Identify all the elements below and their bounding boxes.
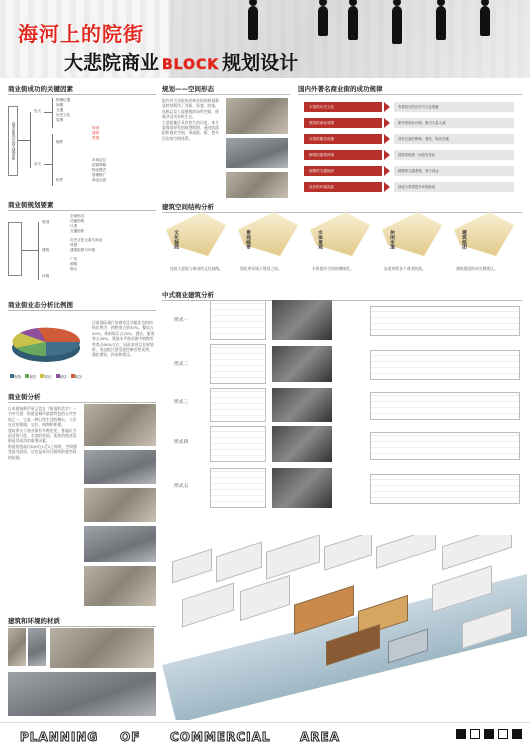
structure-caption: 连接大悲院与海河的文化轴线。 bbox=[170, 266, 224, 271]
spatial-photo bbox=[226, 172, 288, 198]
form-plan-sketch bbox=[210, 426, 266, 462]
section-heading-success-rules: 国内外著名商业街的成功规律 bbox=[298, 84, 522, 95]
tree-node-environment: 环境 bbox=[42, 274, 50, 278]
element-item: 尺度 bbox=[70, 224, 78, 228]
footer-word: AREA bbox=[300, 730, 341, 744]
arrow-icon bbox=[384, 166, 390, 176]
structure-label: 水体景观 bbox=[317, 230, 322, 250]
structure-label: 景观绿带 bbox=[245, 230, 250, 250]
element-item: 功能结构 bbox=[70, 219, 85, 223]
factor-item: 招商策略 bbox=[92, 163, 107, 167]
section-heading-structure-analysis: 建筑空间结构分析 bbox=[162, 202, 522, 213]
element-item: 风格 bbox=[70, 243, 78, 247]
rule-desc: 有着悠久的历史与文化底蕴 bbox=[394, 102, 514, 112]
factor-item: 市场定位 bbox=[92, 158, 107, 162]
structure-caption: 建筑组团形成完整街区。 bbox=[456, 266, 498, 271]
person-silhouette-icon bbox=[348, 6, 358, 40]
form-elevation-sketch bbox=[370, 474, 520, 504]
street-photo bbox=[84, 566, 156, 606]
structure-label: 文化轴线 bbox=[173, 230, 178, 250]
form-elevation-sketch bbox=[370, 432, 520, 460]
building-block bbox=[216, 542, 262, 583]
footer-square bbox=[512, 729, 522, 739]
form-label: 形式一 bbox=[174, 318, 189, 323]
hardware-factor-list bbox=[92, 126, 99, 141]
factor-item: 建筑 bbox=[92, 131, 100, 135]
software-factor-list bbox=[92, 158, 106, 183]
section-heading-materials: 建筑和环境的材质 bbox=[8, 616, 156, 627]
structure-caption: 水景提升空间的趣味性。 bbox=[312, 266, 354, 271]
material-swatch bbox=[8, 628, 26, 666]
structure-caption: 绿化带穿插于建筑之间。 bbox=[240, 266, 282, 271]
factor-item: 物业模式 bbox=[92, 168, 107, 172]
section-heading-chinese-architecture: 中式商业建筑分析 bbox=[162, 290, 522, 301]
person-silhouette-icon bbox=[480, 6, 490, 36]
rule-name: 完善的服务设施 bbox=[304, 134, 382, 144]
rule-desc: 绿化与景观提升环境品质 bbox=[394, 182, 514, 192]
business-ratio-pie-chart bbox=[8, 318, 88, 370]
tree-node-architecture: 建筑 bbox=[42, 248, 50, 252]
street-photo bbox=[84, 526, 156, 562]
page-title: 海河上的院街 bbox=[18, 22, 144, 46]
section-heading-spatial-form: 规划——空间形态 bbox=[162, 84, 290, 95]
innate-factor-list bbox=[56, 98, 70, 123]
rule-name: 丰富的历史文化 bbox=[304, 102, 382, 112]
arrow-icon bbox=[384, 182, 390, 192]
form-label: 形式二 bbox=[174, 362, 189, 367]
legend-item: 服务 bbox=[71, 374, 82, 380]
street-analysis-text: 日本建筑师芦原义信在《街道的美学》一书中写道：街道是城市最富特色的公共空间之一，它是一种日常生活的舞台，人们在这里相遇、交往、购物和休憩。 建筑界关于商业街有多种论述，普遍认为舒适的尺度、丰富的界面、连续的商业氛围是其成功的重要因素。 街道的宽高比D/H在1至2之间时，空间感受最为舒适，这也是本设计组织街巷空间的依据。 bbox=[8, 406, 77, 460]
material-render bbox=[50, 628, 154, 668]
rule-name: 鲜明的建筑风格 bbox=[304, 150, 382, 160]
rule-desc: 繁华的商业环境，吸引大量人流 bbox=[394, 118, 514, 128]
success-factors-tree bbox=[8, 96, 156, 192]
form-plan-sketch bbox=[210, 388, 266, 422]
section-heading-business-ratio: 商业街业态分析比例图 bbox=[8, 300, 156, 311]
form-plan-sketch bbox=[210, 300, 266, 340]
form-3d-model bbox=[272, 426, 332, 462]
material-swatch bbox=[28, 628, 46, 666]
tree-node-innate: 先天 bbox=[34, 109, 42, 113]
subtitle-pre: 大悲院商业 bbox=[64, 52, 160, 74]
tree-node-hardware: 硬件 bbox=[56, 140, 64, 144]
element-item: 广告 bbox=[70, 257, 78, 261]
footer-word: PLANNING bbox=[20, 730, 99, 744]
element-item: 指示 bbox=[70, 267, 78, 271]
spatial-photo bbox=[226, 138, 288, 168]
form-plan-sketch bbox=[210, 468, 266, 508]
street-photo bbox=[84, 450, 156, 484]
element-item: 空间形态 bbox=[70, 214, 85, 218]
element-item: 历史文化元素与商业 bbox=[70, 238, 103, 242]
business-ratio-text: 目前国际通行的商业区功能业态的结构比例为：购物类占到30%，餐饮占20%，休闲娱乐占20%，酒店、服务等占30%。我国水平商业街中购物零售类占80%左右，因此本项目在规划时，业态配比要适度控制零售比例，强化餐饮、休闲和娱乐。 bbox=[92, 320, 155, 358]
form-elevation-sketch bbox=[370, 392, 520, 420]
structure-label: 建筑组团 bbox=[461, 230, 466, 250]
factor-item: 物理位置 bbox=[56, 98, 71, 102]
rule-desc: 具有完备的购物、餐饮、娱乐设施 bbox=[394, 134, 514, 144]
page-subtitle bbox=[64, 48, 298, 75]
subtitle-post: 规划设计 bbox=[222, 52, 299, 74]
tree-node-planning: 规划 bbox=[42, 220, 50, 224]
footer-square bbox=[484, 729, 494, 739]
footer-word: OF bbox=[120, 730, 141, 744]
factor-item: 规模 bbox=[56, 103, 64, 107]
planning-element-list bbox=[70, 214, 102, 272]
spatial-photo bbox=[226, 98, 288, 134]
rule-name: 良好的环境品质 bbox=[304, 182, 382, 192]
rule-desc: 便捷的交通系统，易于到达 bbox=[394, 166, 514, 176]
street-photo bbox=[84, 404, 156, 446]
form-elevation-sketch bbox=[370, 350, 520, 380]
legend-item: 购物 bbox=[10, 374, 21, 380]
person-silhouette-icon bbox=[392, 6, 402, 44]
rule-desc: 建筑风格统一而富有变化 bbox=[394, 150, 514, 160]
element-item: 交通组织 bbox=[70, 229, 85, 233]
factor-item: 历史文化 bbox=[56, 113, 71, 117]
person-silhouette-icon bbox=[436, 6, 446, 40]
form-3d-model bbox=[272, 468, 332, 508]
building-block bbox=[442, 535, 512, 570]
building-block bbox=[266, 535, 320, 580]
factor-item: 商业运营 bbox=[92, 178, 107, 182]
legend-item: 酒店 bbox=[56, 374, 67, 380]
factor-item: 管理推广 bbox=[92, 173, 107, 177]
section-heading-success-factors: 商业街成功的关键因素 bbox=[8, 84, 156, 95]
form-3d-model bbox=[272, 388, 332, 422]
subtitle-block-word: BLOCK bbox=[162, 57, 220, 73]
section-heading-planning-elements: 商业街规划要素 bbox=[8, 200, 156, 211]
form-3d-model bbox=[272, 300, 332, 340]
form-label: 形式三 bbox=[174, 400, 189, 405]
planning-elements-tree bbox=[8, 212, 156, 296]
tree-root-label: 商业街成功的关键因素 bbox=[8, 106, 18, 176]
arrow-icon bbox=[384, 118, 390, 128]
legend-item: 餐饮 bbox=[25, 374, 36, 380]
person-silhouette-icon bbox=[248, 6, 258, 40]
building-block bbox=[182, 583, 234, 628]
building-block bbox=[376, 535, 436, 569]
arrow-icon bbox=[384, 102, 390, 112]
tree-node-software: 软件 bbox=[56, 178, 64, 182]
form-elevation-sketch bbox=[370, 306, 520, 336]
form-3d-model bbox=[272, 346, 332, 382]
structure-label: 休闲步道 bbox=[389, 230, 394, 250]
aerial-render bbox=[162, 535, 527, 720]
footer-square bbox=[456, 729, 466, 739]
tree-node-acquired: 后天 bbox=[34, 162, 42, 166]
tree-root-box bbox=[8, 222, 22, 276]
factor-item: 交通 bbox=[56, 108, 64, 112]
form-label: 形式四 bbox=[174, 440, 189, 445]
form-plan-sketch bbox=[210, 344, 266, 384]
person-silhouette-icon bbox=[318, 6, 328, 36]
building-block bbox=[172, 549, 212, 584]
spatial-form-text: 院内外大杂院成功商业街的规划都是特别利用了邻街、街巷、院落、连廊以及人流聚集的场所空间，使商业活动有机生长。 大悲院地区具有悠久的历史，本方案保留原有的街巷肌理，通过院落组织商业空间，形成院、街、巷多层次的空间体系。 bbox=[162, 98, 219, 141]
element-item: 照明 bbox=[70, 262, 78, 266]
arrow-icon bbox=[384, 134, 390, 144]
footer-square bbox=[498, 729, 508, 739]
arrow-icon bbox=[384, 150, 390, 160]
factor-item: 景观 bbox=[92, 136, 100, 140]
factor-item: 规划 bbox=[92, 126, 100, 130]
building-block bbox=[324, 535, 372, 571]
footer-square bbox=[470, 729, 480, 739]
element-item: 建筑组团与环境 bbox=[70, 248, 96, 252]
pie-legend bbox=[10, 374, 82, 380]
factor-item: 氛围 bbox=[56, 118, 64, 122]
building-block bbox=[240, 575, 290, 621]
legend-item: 娱乐 bbox=[40, 374, 51, 380]
footer-word: COMMERCIAL bbox=[170, 730, 271, 744]
structure-caption: 步道串联各个商业院落。 bbox=[384, 266, 426, 271]
section-heading-street-analysis: 商业街分析 bbox=[8, 392, 156, 403]
rule-name: 强烈的商业氛围 bbox=[304, 118, 382, 128]
form-label: 形式五 bbox=[174, 484, 189, 489]
rule-name: 便捷的交通组织 bbox=[304, 166, 382, 176]
street-photo bbox=[84, 488, 156, 522]
material-aerial-render bbox=[8, 672, 156, 716]
success-rules-list bbox=[298, 96, 522, 200]
